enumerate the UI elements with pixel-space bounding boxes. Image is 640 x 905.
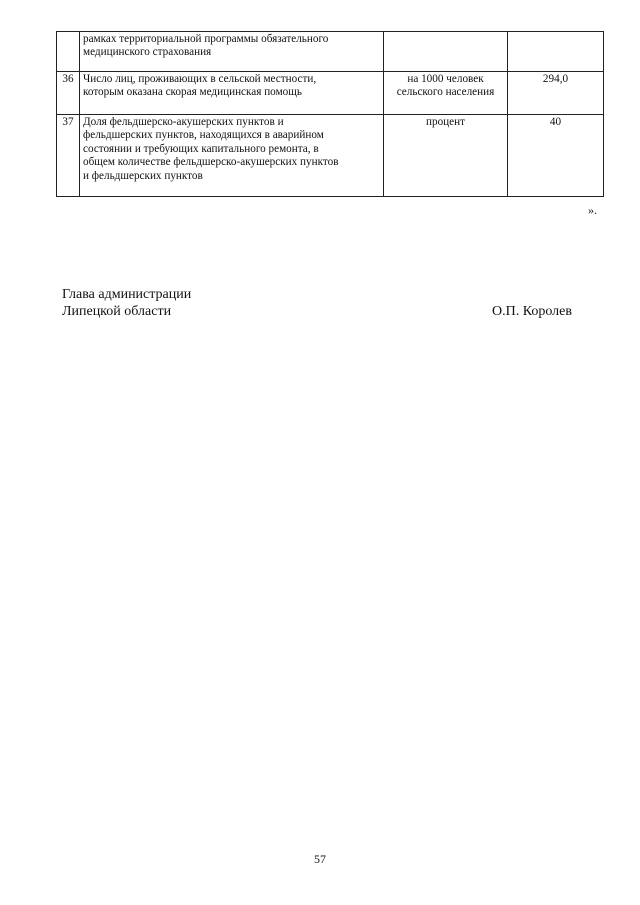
table-row — [57, 32, 604, 72]
table-row — [57, 72, 604, 115]
table-row — [57, 115, 604, 197]
indicator-value: 294,0 — [508, 72, 604, 115]
indicator-unit — [384, 72, 508, 115]
indicator-name-line: общем количестве фельдшерско-акушерских пунктов — [83, 156, 339, 169]
closing-quote: ». — [588, 203, 597, 217]
indicator-unit-line: на 1000 человек — [407, 73, 484, 85]
indicator-name-line: состоянии и требующих капитального ремонта, в — [83, 142, 319, 155]
indicator-name — [80, 115, 384, 197]
indicator-name — [80, 32, 384, 72]
indicator-unit-line: процент — [425, 116, 465, 128]
indicator-unit — [384, 115, 508, 197]
indicator-name-line: Доля фельдшерско-акушерских пунктов и — [83, 116, 284, 128]
indicator-unit — [384, 32, 508, 72]
row-number: 37 — [57, 115, 80, 197]
indicator-name-line: Число лиц, проживающих в сельской местности, — [83, 73, 317, 85]
indicator-unit-line: сельского населения — [396, 86, 495, 99]
row-number — [57, 32, 80, 72]
signatory-title-line1: Глава администрации — [62, 287, 192, 302]
signatory-title-line2: Липецкой области — [62, 304, 172, 319]
signature-block — [62, 286, 572, 320]
indicator-name-line: рамках территориальной программы обязательного — [83, 33, 329, 45]
row-number: 36 — [57, 72, 80, 115]
indicator-name-line: и фельдшерских пунктов — [83, 169, 203, 182]
indicator-value — [508, 32, 604, 72]
indicator-name — [80, 72, 384, 115]
page-number: 57 — [314, 852, 326, 866]
indicator-value: 40 — [508, 115, 604, 197]
indicator-name-line: медицинского страхования — [83, 46, 212, 59]
indicator-name-line: которым оказана скорая медицинская помощь — [83, 86, 302, 99]
indicators-table — [56, 31, 604, 197]
signatory-name: О.П. Королев — [492, 304, 572, 319]
indicator-name-line: фельдшерских пунктов, находящихся в аварийном — [83, 129, 324, 142]
